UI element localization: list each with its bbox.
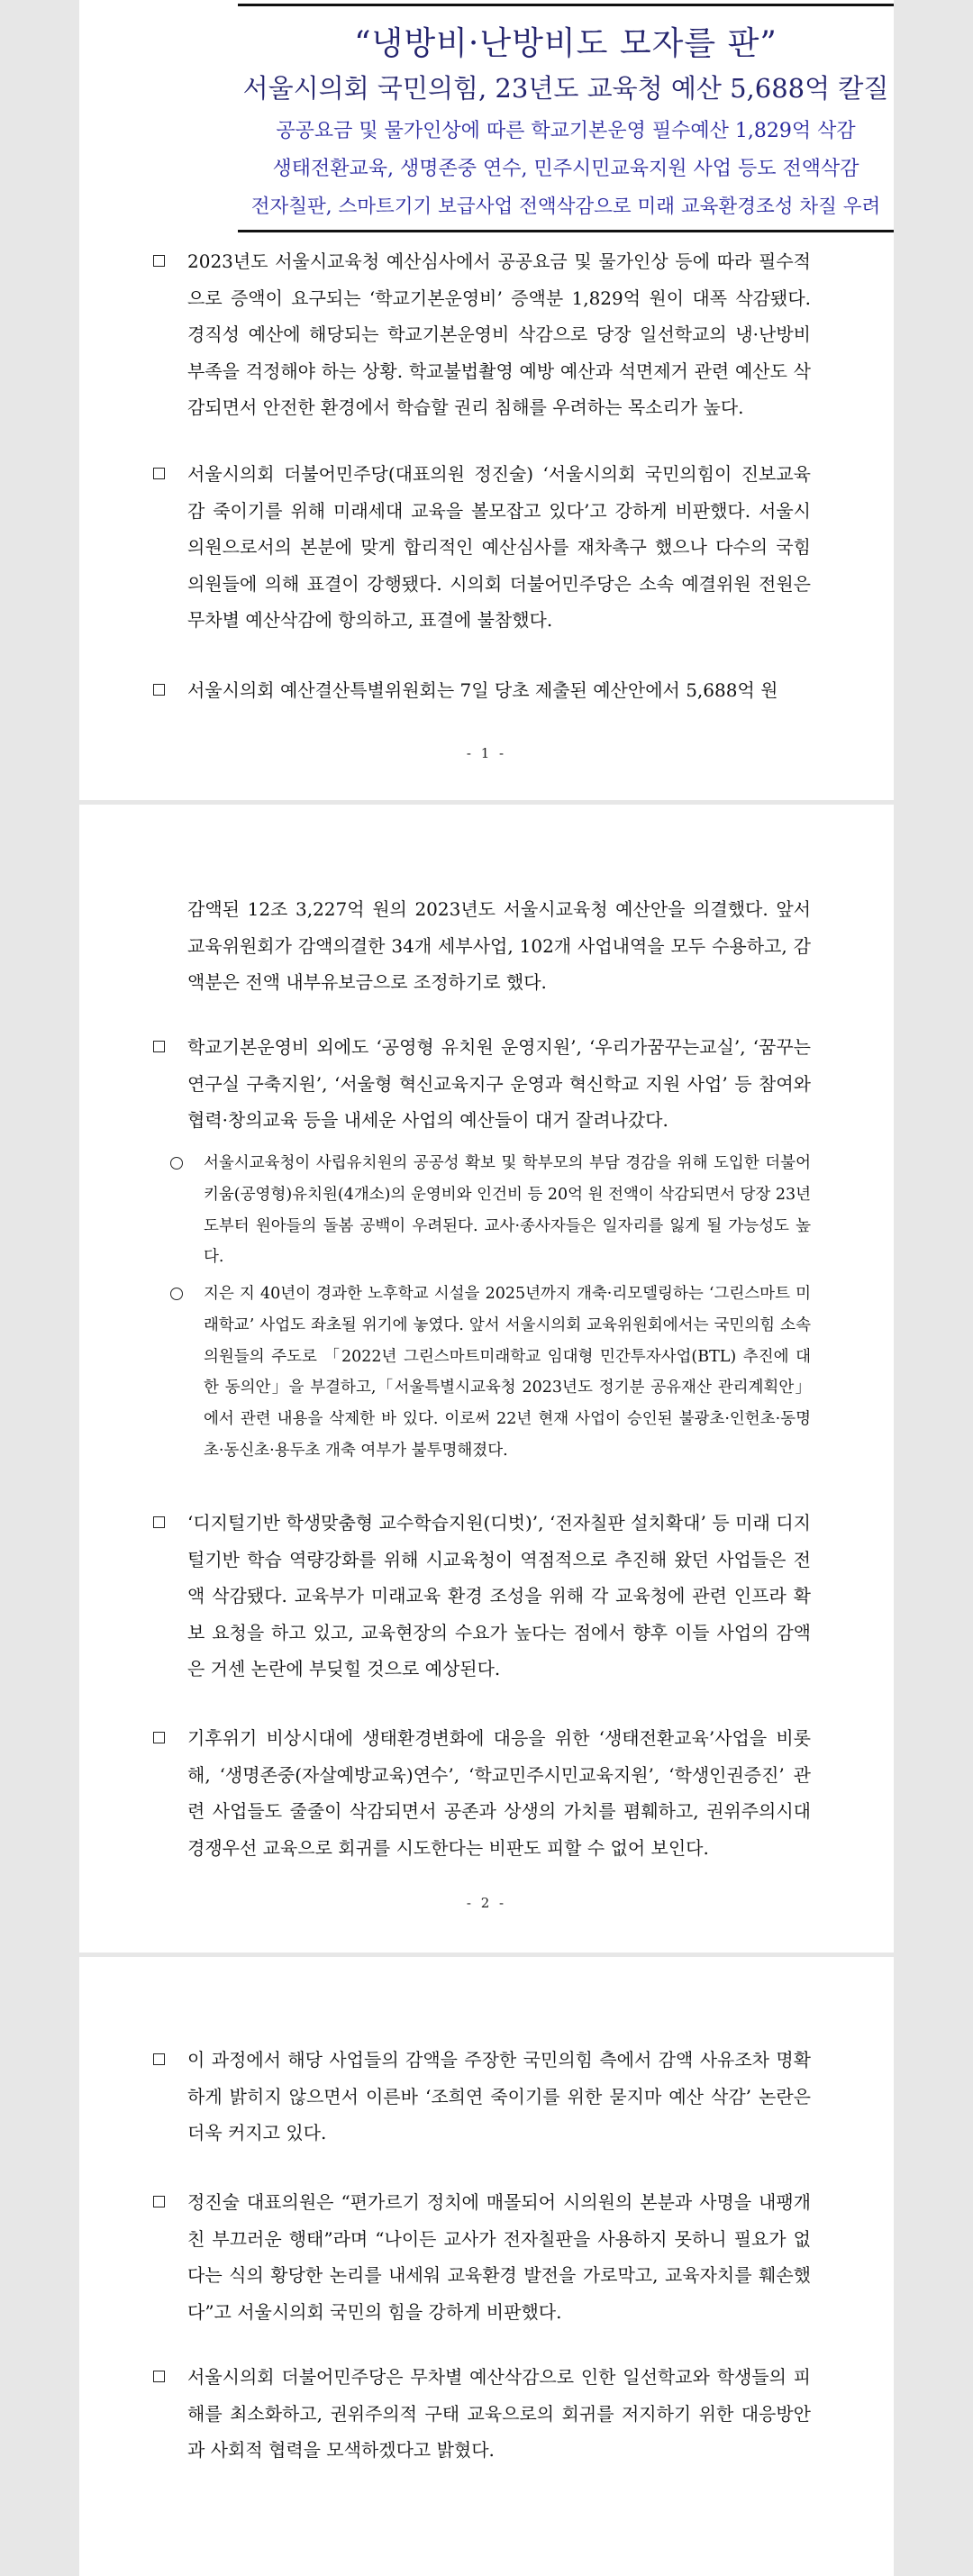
paragraph: [187, 672, 811, 709]
paragraph: [187, 1029, 811, 1139]
paragraph-text: 기후위기 비상시대에 생태환경변화에 대응을 위한 ‘생태전환교육’사업을 비롯해, ‘생명존중(자살예방교육)연수’, ‘학교민주시민교육지원’, ‘학생인권증진’ 관련 사업들도 줄줄이 삭감되면서 공존과 상생의 가치를 폄훼하고, 권위주의시대 경쟁우선 교육으로 회귀를 시도한다는 비판도 피할 수 없어 보인다.: [187, 1727, 811, 1859]
sub-item: [204, 1148, 811, 1273]
square-bullet-icon: [153, 2371, 165, 2382]
paragraph: [187, 2042, 811, 2152]
headline-title: “냉방비·난방비도 모자를 판”: [354, 25, 777, 62]
paragraph-continuation: 감액된 12조 3,227억 원의 2023년도 서울시교육청 예산안을 의결했다. 앞서 교육위원회가 감액의결한 34개 세부사업, 102개 사업내역을 모두 수용하고, 감액분은 전액 내부유보금으로 조정하기로 했다.: [187, 898, 811, 993]
document-page-2: [79, 805, 894, 1952]
summary-line-3: 전자칠판, 스마트기기 보급사업 전액삭감으로 미래 교육환경조성 차질 우려: [250, 196, 881, 218]
page-number: - 1 -: [466, 745, 507, 761]
header-top-rule: [238, 4, 894, 6]
square-bullet-icon: [153, 1516, 165, 1528]
paragraph: [187, 243, 811, 426]
summary-line-2: 생태전환교육, 생명존중 연수, 민주시민교육지원 사업 등도 전액삭감: [272, 158, 859, 180]
paragraph-text: 2023년도 서울시교육청 예산심사에서 공공요금 및 물가인상 등에 따라 필수적으로 증액이 요구되는 ‘학교기본운영비’ 증액분 1,829억 원이 대폭 삭감됐다. 경직성 예산에 해당되는 학교기본운영비 삭감으로 당장 일선학교의 냉·난방비 부족을 걱정해야 하는 상황. 학교불법촬영 예방 예산과 석면제거 관련 예산도 삭감되면서 안전한 환경에서 학습할 권리 침해를 우려하는 목소리가 높다.: [187, 250, 811, 418]
square-bullet-icon: [153, 2053, 165, 2065]
paragraph-text: 학교기본운영비 외에도 ‘공영형 유치원 운영지원’, ‘우리가꿈꾸는교실’, ‘꿈꾸는 연구실 구축지원’, ‘서울형 혁신교육지구 운영과 혁신학교 지원 사업’ 등 참여와 협력·창의교육 등을 내세운 사업의 예산들이 대거 잘려나갔다.: [187, 1036, 811, 1131]
square-bullet-icon: [153, 468, 165, 479]
circle-bullet-icon: [170, 1288, 183, 1300]
square-bullet-icon: [153, 255, 165, 267]
press-release-header: [238, 0, 894, 234]
paragraph: [187, 456, 811, 639]
square-bullet-icon: [153, 684, 165, 696]
square-bullet-icon: [153, 2196, 165, 2207]
header-bottom-rule: [238, 230, 894, 232]
paragraph-text: 서울시의회 예산결산특별위원회는 7일 당초 제출된 예산안에서 5,688억 원: [187, 679, 778, 701]
document-page-3: [79, 1957, 894, 2576]
sub-item: [204, 1279, 811, 1467]
square-bullet-icon: [153, 1041, 165, 1052]
paragraph: [187, 2184, 811, 2330]
paragraph-text: 이 과정에서 해당 사업들의 감액을 주장한 국민의힘 측에서 감액 사유조차 명확하게 밝히지 않으면서 이른바 ‘조희연 죽이기를 위한 묻지마 예산 삭감’ 논란은 더욱 커지고 있다.: [187, 2049, 811, 2144]
summary-line-1: 공공요금 및 물가인상에 따른 학교기본운영 필수예산 1,829억 삭감: [276, 120, 856, 142]
paragraph-text: 서울시의회 더불어민주당(대표의원 정진술) ‘서울시의회 국민의힘이 진보교육 감 죽이기를 위해 미래세대 교육을 볼모잡고 있다’고 강하게 비판했다. 서울시 의원으로서의 본분에 맞게 합리적인 예산심사를 재차촉구 했으나 다수의 국힘 의원들에 의해 표결이 강행됐다. 시의회 더불어민주당은 소속 예결위원 전원은 무차별 예산삭감에 항의하고, 표결에 불참했다.: [187, 463, 811, 631]
paragraph: [187, 2359, 811, 2469]
sub-item-text: 서울시교육청이 사립유치원의 공공성 확보 및 학부모의 부담 경감을 위해 도입한 더불어키움(공영형)유치원(4개소)의 운영비와 인건비 등 20억 원 전액이 삭감되면서 당장 23년도부터 원아들의 돌봄 공백이 우려된다. 교사·종사자들은 일자리를 잃게 될 가능성도 높다.: [204, 1154, 812, 1267]
sub-item-text: 지은 지 40년이 경과한 노후학교 시설을 2025년까지 개축·리모델링하는 ‘그린스마트 미래학교’ 사업도 좌초될 위기에 놓였다. 앞서 서울시의회 교육위원회에서는 국민의힘 소속 의원들의 주도로 「2022년 그린스마트미래학교 임대형 민간투자사업(BTL) 추진에 대한 동의안」을 부결하고,「서울특별시교육청 2023년도 정기분 공유재산 관리계획안」에서 관련 내용을 삭제한 바 있다. 이로써 22년 현재 사업이 승인된 불광초·인헌초·동명초·동신초·용두초 개축 여부가 불투명해졌다.: [204, 1285, 811, 1460]
square-bullet-icon: [153, 1732, 165, 1743]
paragraph-text: ‘디지털기반 학생맞춤형 교수학습지원(디벗)’, ‘전자칠판 설치확대’ 등 미래 디지털기반 학습 역량강화를 위해 시교육청이 역점적으로 추진해 왔던 사업들은 전액 삭감됐다. 교육부가 미래교육 환경 조성을 위해 각 교육청에 관련 인프라 확보 요청을 하고 있고, 교육현장의 수요가 높다는 점에서 향후 이들 사업의 감액은 거센 논란에 부딪힐 것으로 예상된다.: [187, 1512, 811, 1679]
paragraph-text: 서울시의회 더불어민주당은 무차별 예산삭감으로 인한 일선학교와 학생들의 피해를 최소화하고, 권위주의적 구태 교육으로의 회귀를 저지하기 위한 대응방안과 사회적 협력을 모색하겠다고 밝혔다.: [187, 2366, 811, 2461]
paragraph: [187, 1505, 811, 1688]
document-page-1: [79, 0, 894, 800]
page-number: - 2 -: [466, 1895, 507, 1911]
headline-subtitle: 서울시의회 국민의힘, 23년도 교육청 예산 5,688억 칼질: [242, 73, 889, 104]
paragraph-text: 정진술 대표의원은 “편가르기 정치에 매몰되어 시의원의 본분과 사명을 내팽개친 부끄러운 행태”라며 “나이든 교사가 전자칠판을 사용하지 못하니 필요가 없다는 식의 황당한 논리를 내세워 교육환경 발전을 가로막고, 교육자치를 훼손했다”고 서울시의회 국민의 힘을 강하게 비판했다.: [187, 2191, 811, 2323]
circle-bullet-icon: [170, 1157, 183, 1170]
paragraph: [187, 1720, 811, 1866]
